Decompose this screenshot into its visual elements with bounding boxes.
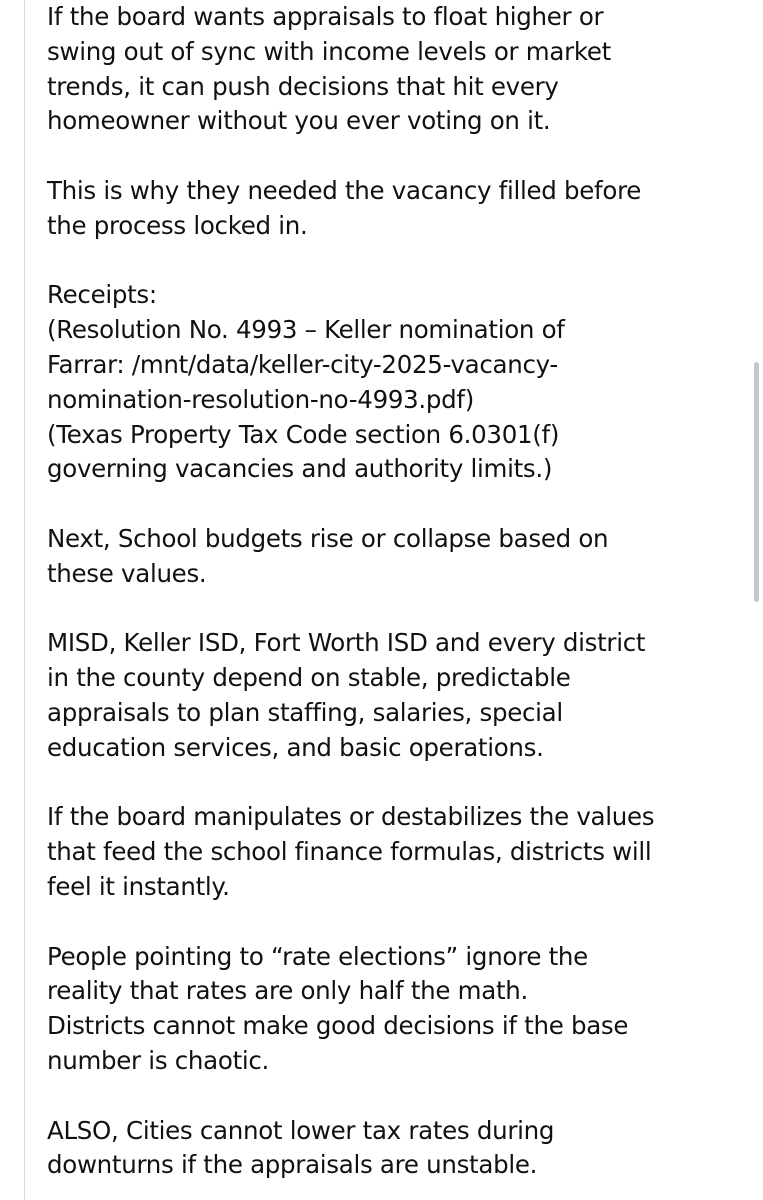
paragraph-cities xyxy=(47,1114,747,1184)
text-line: If the board wants appraisals to float higher or xyxy=(47,2,604,31)
note-body[interactable] xyxy=(47,0,747,1183)
paragraph-receipts xyxy=(47,278,747,487)
scrollbar-thumb[interactable] xyxy=(754,362,759,602)
text-line: Next, School budgets rise or collapse based on xyxy=(47,523,609,553)
text-line: appraisals to plan staffing, salaries, special xyxy=(47,697,563,727)
text-line: nomination-resolution-no-4993.pdf) xyxy=(47,384,475,414)
text-line: Districts cannot make good decisions if the base xyxy=(47,1011,629,1041)
paragraph-districts xyxy=(47,626,747,765)
text-line: If the board manipulates or destabilizes the values xyxy=(47,802,655,832)
vertical-scrollbar[interactable] xyxy=(749,0,763,1200)
paragraph-appraisals-float xyxy=(47,0,747,139)
text-line: that feed the school finance formulas, districts will xyxy=(47,837,652,867)
text-line: ALSO, Cities cannot lower tax rates during xyxy=(47,1115,555,1145)
text-line: People pointing to “rate elections” ignore the xyxy=(47,941,588,971)
paragraph-board-manipulates xyxy=(47,800,747,904)
text-line: Farrar: /mnt/data/keller-city-2025-vacancy- xyxy=(47,349,558,379)
text-line: downturns if the appraisals are unstable. xyxy=(47,1150,538,1180)
text-line: Receipts: xyxy=(47,280,157,310)
paragraph-school-budgets xyxy=(47,522,747,592)
text-line: reality that rates are only half the math. xyxy=(47,976,528,1006)
paragraph-vacancy xyxy=(47,174,747,244)
text-line: (Texas Property Tax Code section 6.0301(f) xyxy=(47,419,560,449)
text-line: feel it instantly. xyxy=(47,871,230,901)
text-line: This is why they needed the vacancy filled before xyxy=(47,175,642,205)
text-line: trends, it can push decisions that hit every xyxy=(47,71,559,101)
text-line: (Resolution No. 4993 – Keller nomination of xyxy=(47,315,565,345)
text-line: these values. xyxy=(47,558,207,588)
text-line: the process locked in. xyxy=(47,210,308,240)
text-line: swing out of sync with income levels or market xyxy=(47,36,611,66)
text-line: education services, and basic operations. xyxy=(47,732,544,762)
text-line: in the county depend on stable, predictable xyxy=(47,663,571,693)
paragraph-rate-elections xyxy=(47,940,747,1079)
text-line: MISD, Keller ISD, Fort Worth ISD and every district xyxy=(47,628,646,658)
text-line: governing vacancies and authority limits.) xyxy=(47,454,553,484)
text-line: homeowner without you ever voting on it. xyxy=(47,106,551,136)
text-line: number is chaotic. xyxy=(47,1045,270,1075)
left-divider xyxy=(24,0,25,1200)
